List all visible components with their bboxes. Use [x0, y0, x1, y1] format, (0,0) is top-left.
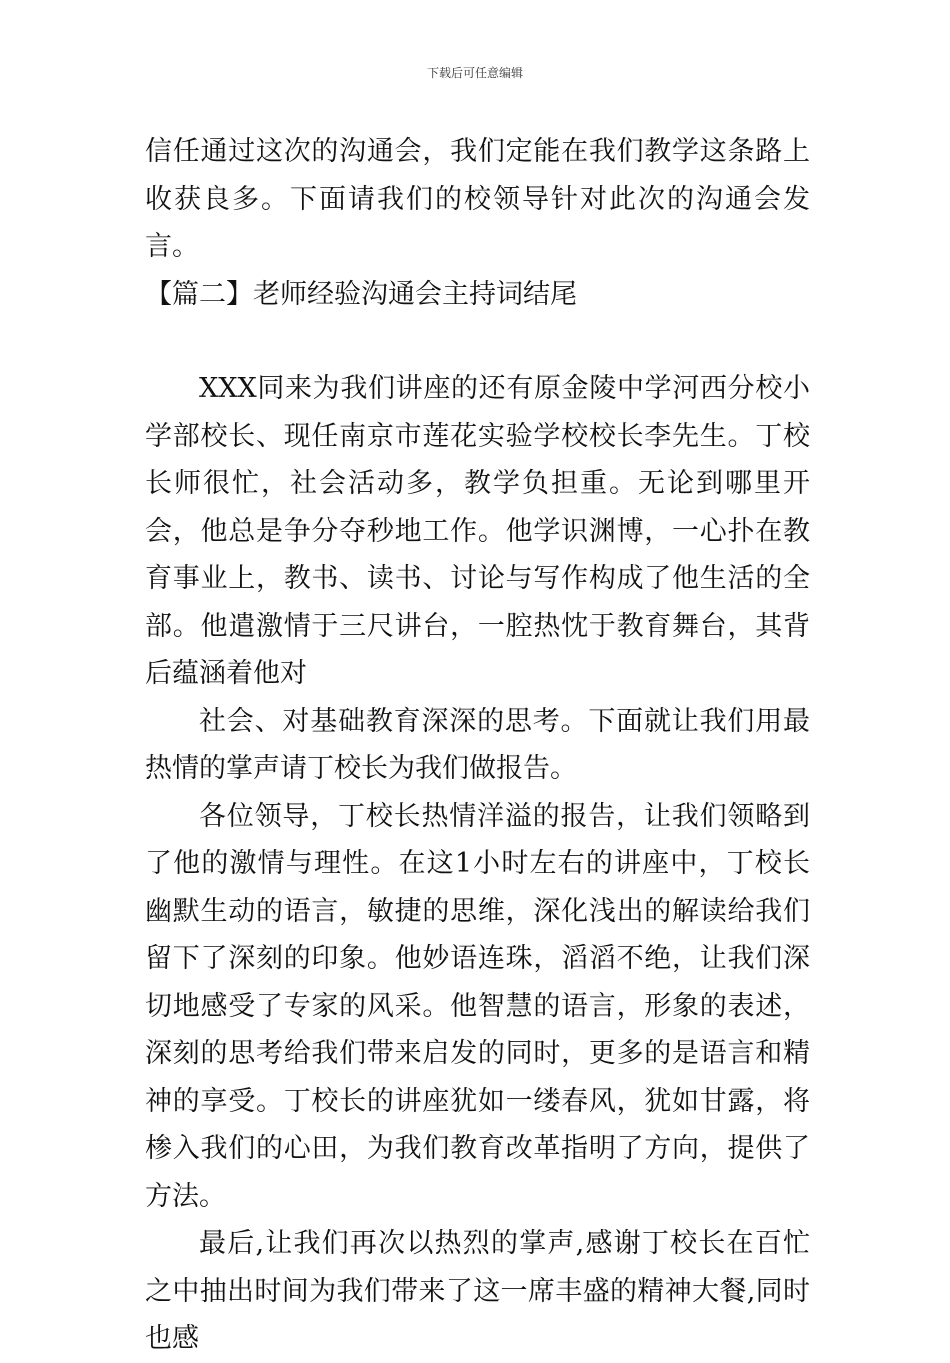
- blank-line: [145, 318, 810, 365]
- section-heading: 【篇二】老师经验沟通会主持词结尾: [145, 278, 577, 310]
- paragraph-1: XXX同来为我们讲座的还有原金陵中学河西分校小学部校长、现任南京市莲花实验学校校长李先生。丁校长师很忙，社会活动多，教学负担重。无论到哪里开会，他总是争分夺秒地工作。他学识渊博，一心扑在教育事业上，教书、读书、讨论与写作构成了他生活的全部。他遣激情于三尺讲台，一腔热忱于教育舞台，其背后蕴涵着他对: [145, 373, 810, 689]
- page-header: 下载后可任意编辑: [426, 66, 523, 80]
- paragraph-4: 最后,让我们再次以热烈的掌声,感谢丁校长在百忙之中抽出时间为我们带来了这一席丰盛的精神大餐,同时也感: [145, 1228, 810, 1354]
- paragraph-3: 各位领导，丁校长热情洋溢的报告，让我们领略到了他的激情与理性。在这1小时左右的讲座中，丁校长幽默生动的语言，敏捷的思维，深化浅出的解读给我们留下了深刻的印象。他妙语连珠，滔滔不绝，让我们深切地感受了专家的风采。他智慧的语言，形象的表述，深刻的思考给我们带来启发的同时，更多的是语言和精神的享受。丁校长的讲座犹如一缕春风，犹如甘露，将椮入我们的心田，为我们教育改革指明了方向，提供了方法。: [145, 800, 810, 1212]
- paragraph-2: 社会、对基础教育深深的思考。下面就让我们用最热情的掌声请丁校长为我们做报告。: [145, 705, 810, 784]
- paragraph-intro-tail: 信任通过这次的沟通会，我们定能在我们教学这条路上收获良多。下面请我们的校领导针对此次的沟通会发言。: [145, 136, 810, 262]
- document-body: [145, 128, 810, 1363]
